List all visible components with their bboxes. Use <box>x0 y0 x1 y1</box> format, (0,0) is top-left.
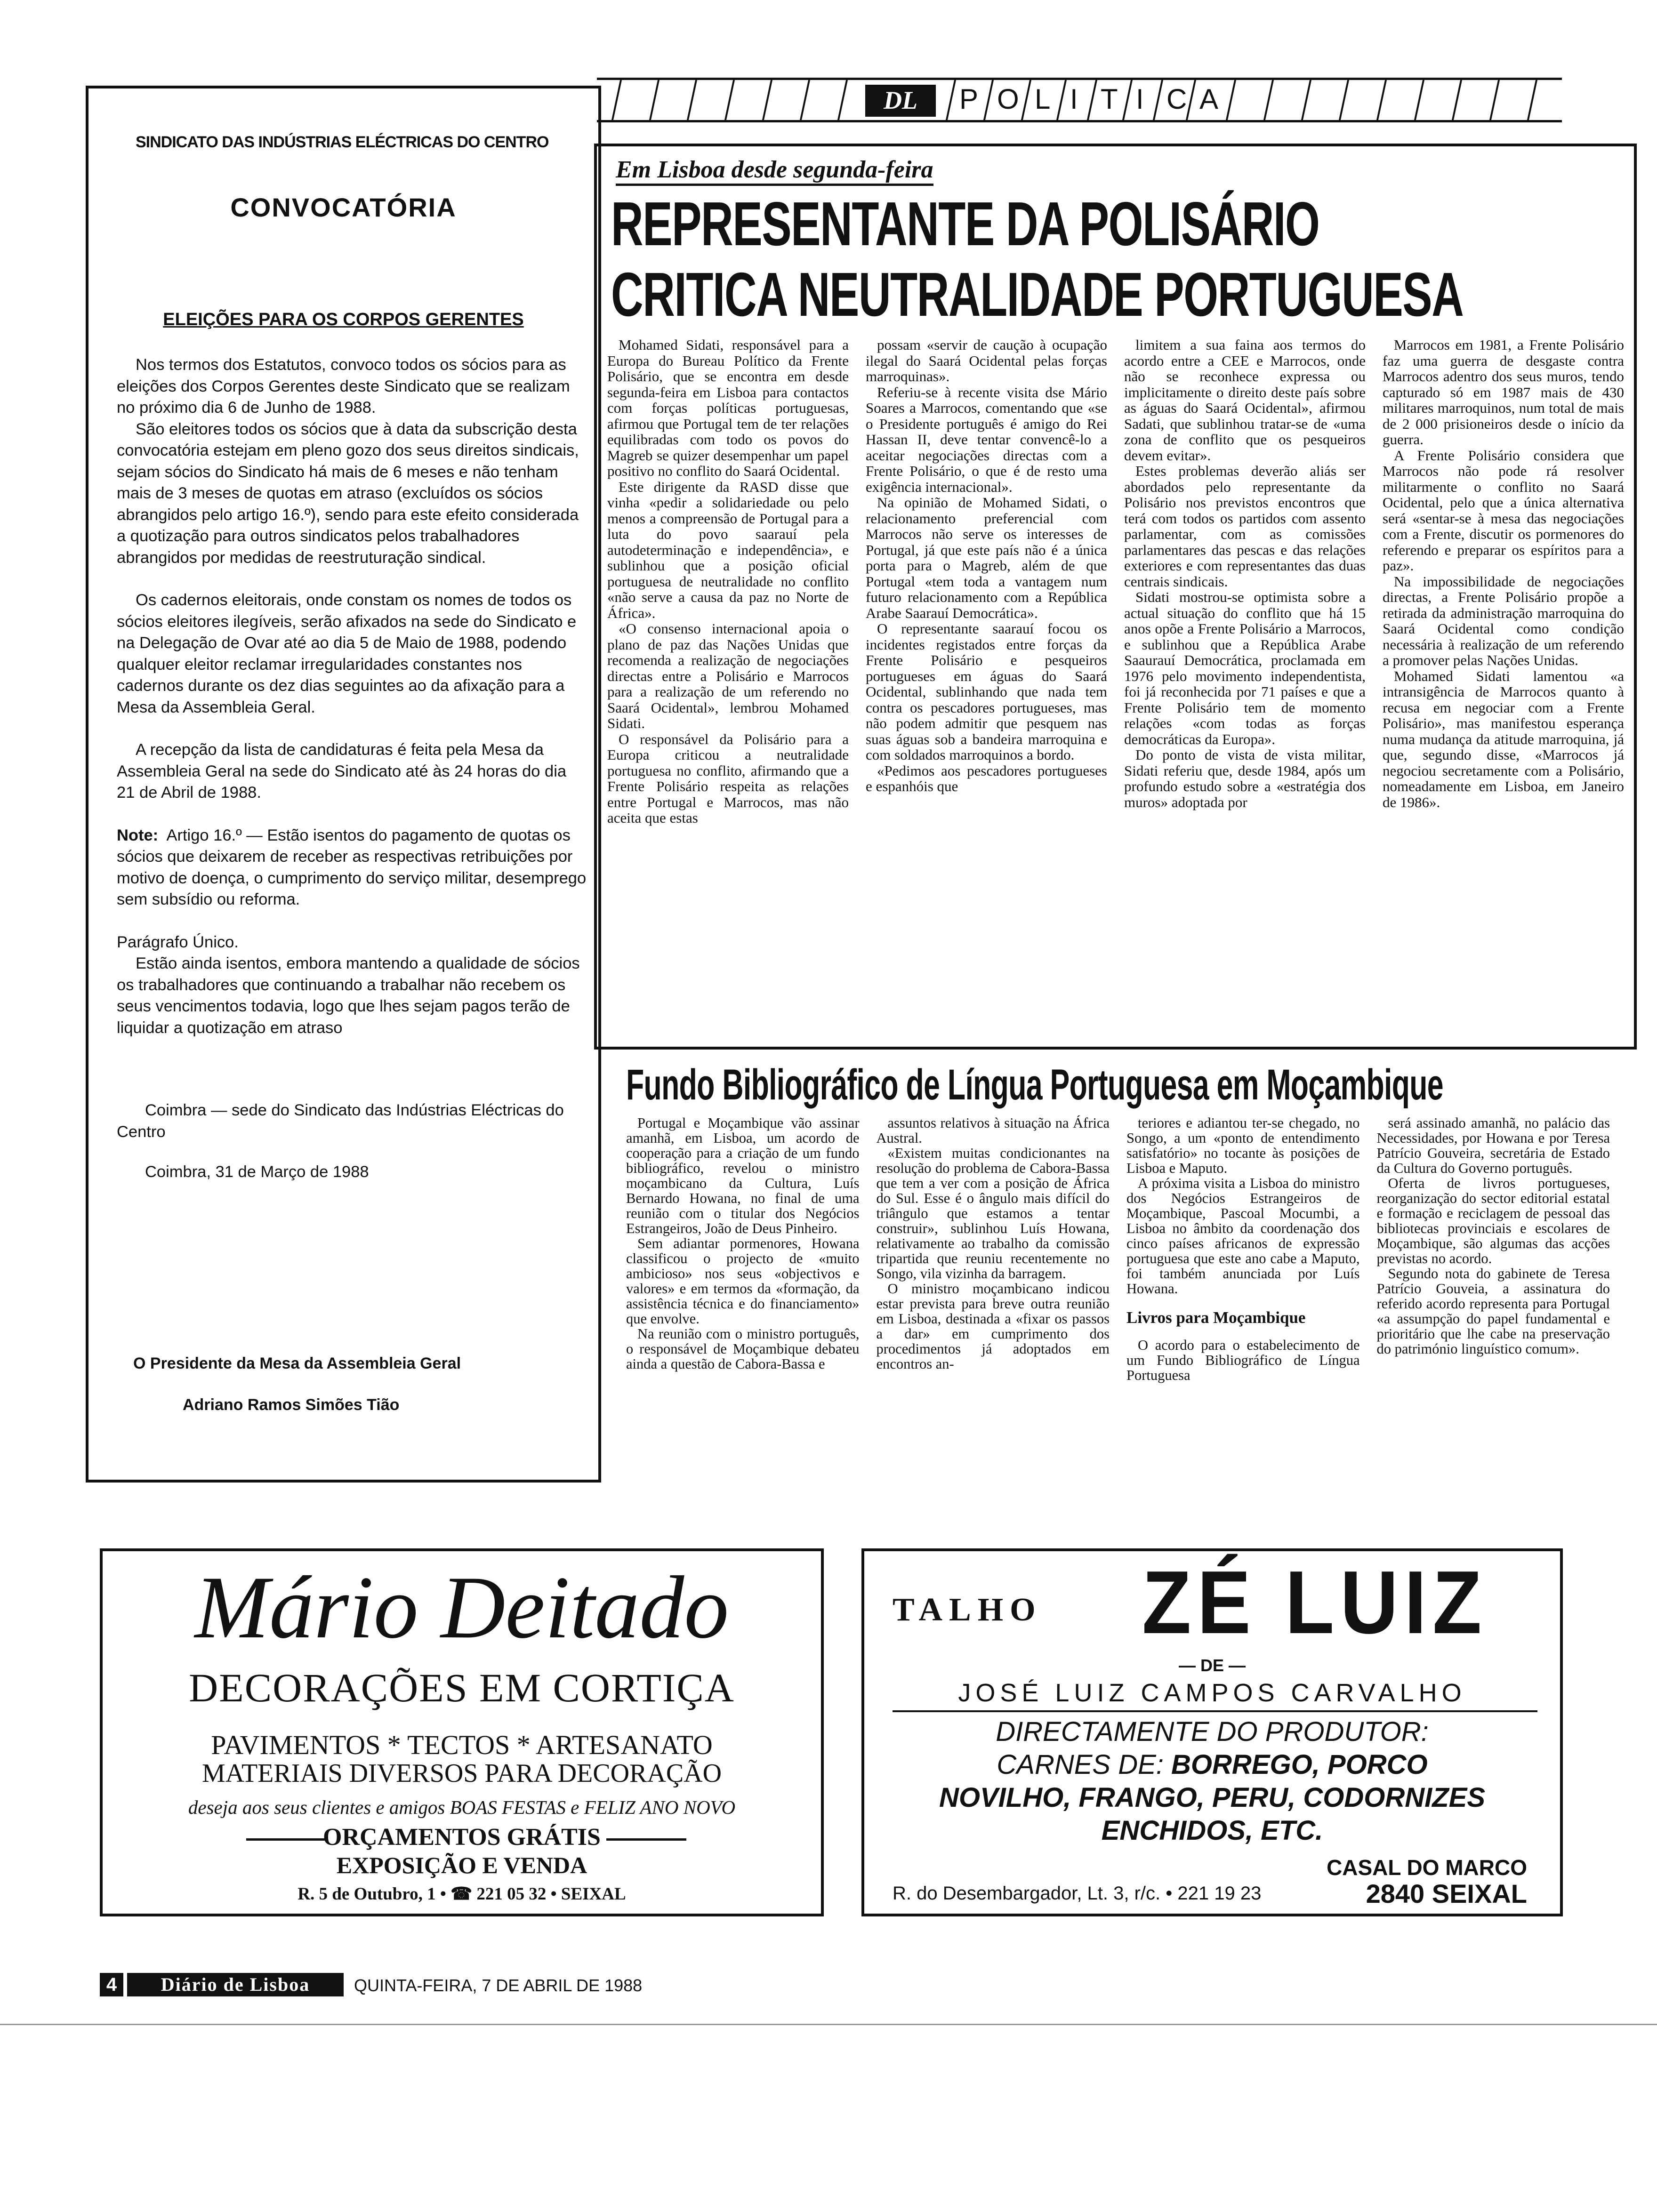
article-paragraph: Marrocos em 1981, a Frente Polisário faz uma guerra de desgaste contra Marrocos adentro dos seus muros, tendo capturado só em 1987 mais de 430 militares marroquinos, num total de mais de 2 000 prisioneiros desde o início da guerra. <box>1383 337 1624 448</box>
dl-logo: DL <box>865 85 936 117</box>
notice-place: Coimbra — sede do Sindicato das Indústrias Eléctricas do Centro <box>117 1101 564 1141</box>
notice-paragraph: Nos termos dos Estatutos, convoco todos os sócios para as eleições dos Corpos Gerentes deste Sindicato que se realizam no próximo dia 6 de Junho de 1988. <box>117 356 570 417</box>
article-paragraph: Na opinião de Mohamed Sidati, o relacionamento preferencial com Marrocos não serve os interesses de Portugal, já que este país não é a única porta para o Magreb, além de que Portugal «tem toda a vantagem num futuro relacionamento com a República Arabe Saarauí Democrática». <box>866 494 1107 621</box>
article-paragraph: Estes problemas deverão aliás ser abordados pelo representante da Polisário nos previstos encontros que terá com todos os partidos com assento parlamentar, com as comissões parlamentares das pescas e das relações exteriores e com representantes das duas centrais sindicais. <box>1124 463 1366 590</box>
section-header-politica <box>597 78 1562 122</box>
fundo-bibliografico-article <box>626 1061 1615 1490</box>
article-headline-line1: REPRESENTANTE DA POLISÁRIO <box>611 189 1319 258</box>
ad-subtitle: DECORAÇÕES EM CORTIÇA <box>189 1665 735 1710</box>
section-letter: L <box>1035 83 1051 115</box>
page-number: 4 <box>100 1973 123 1996</box>
article-paragraph: Oferta de livros portugueses, reorganização do sector editorial estatal e formação e reciclagem de pessoal das bibliotecas provinciais e escolares de Moçambique, são algumas das acções previstas no acordo. <box>1376 1175 1610 1266</box>
section-letter: I <box>1070 83 1078 115</box>
article2-body <box>626 1115 1610 1487</box>
article-paragraph: Portugal e Moçambique vão assinar amanhã, em Lisboa, um acordo de cooperação para a criação de um fundo bibliográfico, revelou o ministro moçambicano da Cultura, Luís Bernardo Howana, no final de uma reunião com o titular dos Negócios Estrangeiros, João de Deus Pinheiro. <box>626 1115 860 1236</box>
article-paragraph: A Frente Polisário considera que Marrocos não pode rá resolver militarmente o conflito no Saará Ocidental, pelo que a única alternativa será «sentar-se à mesa das negociações com a Frente, discutir os pormenores do referendo e preparar os espíritos para a paz». <box>1383 447 1624 574</box>
notice-body <box>117 354 587 1183</box>
ad-talho-ze-luiz <box>861 1548 1563 1916</box>
ad-line: PAVIMENTOS * TECTOS * ARTESANATO <box>211 1730 713 1760</box>
page-footer <box>100 1973 759 1996</box>
article-paragraph: Sem adiantar pormenores, Howana classificou o projecto de «muito ambicioso» nos seus «objectivos e valores» e em termos da «formação, da assistência técnica e do financiamento» que envolve. <box>626 1235 860 1327</box>
ad-line: MATERIAIS DIVERSOS PARA DECORAÇÃO <box>201 1759 722 1788</box>
notice-paragraph: Os cadernos eleitorais, onde constam os nomes de todos os sócios eleitores ilegíveis, serão afixados na sede do Sindicato e na Delegação de Ovar até ao dia 5 de Maio de 1988, podendo qualquer eleitor reclamar irregularidades constantes nos cadernos durante os dez dias seguintes ao da afixação para a Mesa da Assembleia Geral. <box>117 591 577 716</box>
article-paragraph: O responsável da Polisário para a Europa criticou a neutralidade portuguesa no conflito, afirmando que a Frente Polisário respeita as relações entre Portugal e Marrocos, mas não aceita que estas <box>607 730 849 826</box>
notice-subtitle: ELEIÇÕES PARA OS CORPOS GERENTES <box>163 310 524 329</box>
section-letter: T <box>1101 83 1118 115</box>
ad-line: ORÇAMENTOS GRÁTIS <box>323 1824 601 1851</box>
paragrafo-unico-label: Parágrafo Único. <box>117 933 239 951</box>
article-paragraph: teriores e adiantou ter-se chegado, no Songo, a um «ponto de entendimento satisfatório» no tocante às posições de Lisboa e Maputo. <box>1126 1115 1360 1176</box>
article-paragraph: assuntos relativos à situação na África Austral. <box>876 1115 1110 1146</box>
article-column <box>626 1115 860 1487</box>
article-column <box>1124 337 1366 1038</box>
ad-line-bold: BORREGO, PORCO <box>1171 1749 1428 1780</box>
section-letter: C <box>1166 83 1187 115</box>
section-letter: O <box>997 83 1019 115</box>
ad-brand-name: ZÉ LUIZ <box>1142 1553 1488 1652</box>
issue-date: QUINTA-FEIRA, 7 DE ABRIL DE 1988 <box>354 1976 643 1995</box>
article-paragraph: O representante saarauí focou os incidentes registados entre forças da Frente Polisário e pesqueiros portugueses em águas do Saará Ocidental, sublinhando que nada tem contra os pescadores portugueses, mas não podem admitir que pesquem nas suas águas sob a bandeira marroquina e com soldados marroquinos a bordo. <box>866 620 1107 763</box>
notice-paragraph: São eleitores todos os sócios que à data da subscrição desta convocatória estejam em pleno gozo dos seus direitos sindicais, sejam sócios do Sindicato há mais de 6 meses e não tenham mais de 3 meses de quotas em atraso (excluídos os sócios abrangidos pelo artigo 16.º), sendo para este efeito considerada a quotização para outros sindicatos pelos trabalhadores abrangidos por medidas de reestruturação sindical. <box>117 420 579 567</box>
article-paragraph: «Existem muitas condicionantes na resolução do problema de Cabora-Bassa que tem a ver com a posição de África do Sul. Esse é o ângulo mais difícil do triângulo que estamos a tentar construir», sublinhou Luís Howana, relativamente ao trabalho da comissão tripartida que reuniu recentemente no Songo, vila vizinha da barragem. <box>876 1145 1110 1282</box>
section-letter: A <box>1199 83 1219 115</box>
ad-line <box>864 1749 1560 1780</box>
article-paragraph: será assinado amanhã, no palácio das Necessidades, por Howana e por Teresa Patrício Gouveira, secretária de Estado da Cultura do Governo português. <box>1376 1115 1610 1176</box>
note-label: Note: <box>117 826 159 844</box>
article-column <box>866 337 1107 1038</box>
signer-role: O Presidente da Mesa da Assembleia Geral <box>133 1354 461 1372</box>
notice-org: SINDICATO DAS INDÚSTRIAS ELÉCTRICAS DO CENTRO <box>136 133 549 151</box>
article-column <box>1377 1115 1610 1487</box>
article-paragraph: «O consenso internacional apoia o plano de paz das Nações Unidas que recomenda a realização de negociações directas entre a Polisário e Marrocos para a realização de um referendo no Saará Ocidental», lembrou Mohamed Sidati. <box>607 620 849 731</box>
article-paragraph: «Pedimos aos pescadores portugueses e espanhóis que <box>866 762 1107 794</box>
polisario-article <box>594 144 1637 1050</box>
newspaper-masthead: Diário de Lisboa <box>127 1973 344 1996</box>
ad-line: EXPOSIÇÃO E VENDA <box>336 1852 587 1878</box>
article-paragraph: Do ponto de vista de vista militar, Sidati referiu que, desde 1984, após um profundo estudo sobre a «estratégia dos muros» adoptada por <box>1124 746 1366 810</box>
note-text: Artigo 16.º — Estão isentos do pagamento de quotas os sócios que deixarem de receber as respectivas retribuições por motivo de doença, o cumprimento do serviço militar, desemprego sem subsídio ou reforma. <box>117 826 587 908</box>
ad-address: R. 5 de Outubro, 1 • ☎ 221 05 32 • SEIXAL <box>298 1884 626 1904</box>
ad-brand-name: Mário Deitado <box>194 1558 729 1657</box>
article-paragraph: O acordo para o estabelecimento de um Fundo Bibliográfico de Língua Portuguesa <box>1126 1337 1360 1383</box>
article-paragraph: Referiu-se à recente visita dse Mário Soares a Marrocos, comentando que «se o Presidente português é amigo do Rei Hassan II, deve tentar convencê-lo a aceitar negociações directas com a Frente Polisário, o que é de resto uma exigência internacional». <box>866 384 1107 495</box>
notice-note <box>117 825 587 911</box>
article-headline-line2: CRITICA NEUTRALIDADE PORTUGUESA <box>611 260 1464 329</box>
ad-address: R. do Desembargador, Lt. 3, r/c. • 221 19 23 <box>893 1883 1262 1904</box>
article-paragraph: Mohamed Sidati lamentou «a intransigência de Marrocos quanto à recusa em negociar com a Frente Polisário», mas manifestou esperança numa mudança da atitude marroquina, já que, segundo disse, «Marrocos já negociou secretamente com a Polisário, nomeadamente em Lisboa, em Janeiro de 1986». <box>1383 667 1624 810</box>
convocatoria-notice <box>86 86 601 1483</box>
paragrafo-unico-text: Estão ainda isentos, embora mantendo a qualidade de sócios os trabalhadores que continuando a trabalhar não recebem os seus vencimentos todavia, logo que lhes sejam pagos terão de liquidar a quotização em atraso <box>117 954 580 1037</box>
divider <box>606 1838 686 1841</box>
ad-city: 2840 SEIXAL <box>1366 1879 1527 1908</box>
notice-date: Coimbra, 31 de Março de 1988 <box>145 1163 369 1181</box>
divider <box>893 1710 1537 1712</box>
article-paragraph: possam «servir de caução à ocupação ilegal do Saará Ocidental pelas forças marroquinas». <box>866 337 1107 385</box>
article-column <box>1383 337 1624 1038</box>
ad-line-prefix: CARNES DE: <box>997 1749 1172 1780</box>
article-body <box>607 337 1624 1038</box>
ad-casal: CASAL DO MARCO <box>1327 1855 1527 1880</box>
article-column <box>1126 1115 1360 1487</box>
article-paragraph: Este dirigente da RASD disse que vinha «pedir a solidariedade ou pelo menos a compreensão de Portugal para a luta do povo saarauí pela autodeterminação e independência», e sublinhou que a posição oficial portuguesa de neutralidade no conflito «não serve a causa da paz no Norte de África». <box>607 478 849 621</box>
article-subheading: Livros para Moçambique <box>1126 1308 1306 1327</box>
notice-title: CONVOCATÓRIA <box>230 192 457 222</box>
ad-de: — DE — <box>1178 1656 1246 1675</box>
article-paragraph: Mohamed Sidati, responsável para a Europa do Bureau Político da Frente Polisário, que se encontra em desde segunda-feira em Lisboa para contactos com forças políticas portuguesas, afirmou que Portugal tem de ter relações equilibradas com todo os povos do Magreb se quizer desempenhar um papel positivo no conflito do Saará Ocidental. <box>607 337 849 479</box>
ad-prefix: TALHO <box>893 1592 1042 1628</box>
ad-owner: JOSÉ LUIZ CAMPOS CARVALHO <box>958 1679 1466 1707</box>
article-paragraph: Na impossibilidade de negociações directas, a Frente Polisário propõe a retirada da administração marroquina do Saará Ocidental como condição necessária à realização de um referendo a promover pelas Nações Unidas. <box>1383 573 1624 668</box>
article-paragraph: O ministro moçambicano indicou estar prevista para breve outra reunião em Lisboa, destinada a «fixar os passos a dar» em cumprimento dos procedimentos já adoptados em encontros an- <box>876 1281 1110 1372</box>
article-paragraph: limitem a sua faina aos termos do acordo entre a CEE e Marrocos, onde não se reconhece expressa ou implicitamente o direito deste país sobre as águas do Saará Ocidental», afirmou Sadati, que sublinhou tratar-se de «uma zona de conflito que os pesqueiros devem evitar». <box>1124 337 1366 464</box>
ad-mario-deitado <box>100 1548 824 1916</box>
article-paragraph: Na reunião com o ministro português, o responsável de Moçambique debateu ainda a questão de Cabora-Bassa e <box>626 1326 860 1372</box>
article-paragraph: Segundo nota do gabinete de Teresa Patrício Gouveia, a assinatura do referido acordo representa para Portugal «a assumpção do papel fundamental e prioritário que lhe cabe na preservação do património linguístico comum». <box>1376 1266 1610 1357</box>
section-letter: P <box>959 83 979 115</box>
article-kicker: Em Lisboa desde segunda-feira <box>616 156 933 186</box>
notice-paragraph: A recepção da lista de candidaturas é feita pela Mesa da Assembleia Geral na sede do Sindicato até às 24 horas do dia 21 de Abril de 1988. <box>117 741 567 801</box>
ad-line: NOVILHO, FRANGO, PERU, CODORNIZES <box>939 1782 1486 1813</box>
article-column <box>607 337 849 1038</box>
ad-greeting: deseja aos seus clientes e amigos BOAS FESTAS e FELIZ ANO NOVO <box>188 1796 736 1818</box>
article-paragraph: Sidati mostrou-se optimista sobre a actual situação do conflito que há 15 anos opõe a Frente Polisário a Marrocos, e sublinhou que a República Arabe Saaurauí Democrática, proclamada em 1976 pelo movimento independentista, foi já reconhecida por 71 países e que a Frente Polisário tem de momento relações «com todas as forças democráticas da Europa». <box>1124 589 1366 747</box>
divider <box>0 2024 1657 2025</box>
article-column <box>877 1115 1110 1487</box>
article2-headline: Fundo Bibliográfico de Língua Portuguesa em Moçambique <box>626 1061 1443 1109</box>
section-letter: I <box>1136 83 1144 115</box>
ad-line: DIRECTAMENTE DO PRODUTOR: <box>996 1716 1429 1747</box>
signer-name: Adriano Ramos Simões Tião <box>183 1396 400 1414</box>
article-paragraph: A próxima visita a Lisboa do ministro dos Negócios Estrangeiros de Moçambique, Pascoal Mocumbi, a Lisboa no âmbito da coordenação dos cinco países africanos de expressão portuguesa que este ano cabe a Maputo, foi também anunciada por Luís Howana. <box>1126 1175 1360 1297</box>
ad-line: ENCHIDOS, ETC. <box>1101 1815 1323 1846</box>
